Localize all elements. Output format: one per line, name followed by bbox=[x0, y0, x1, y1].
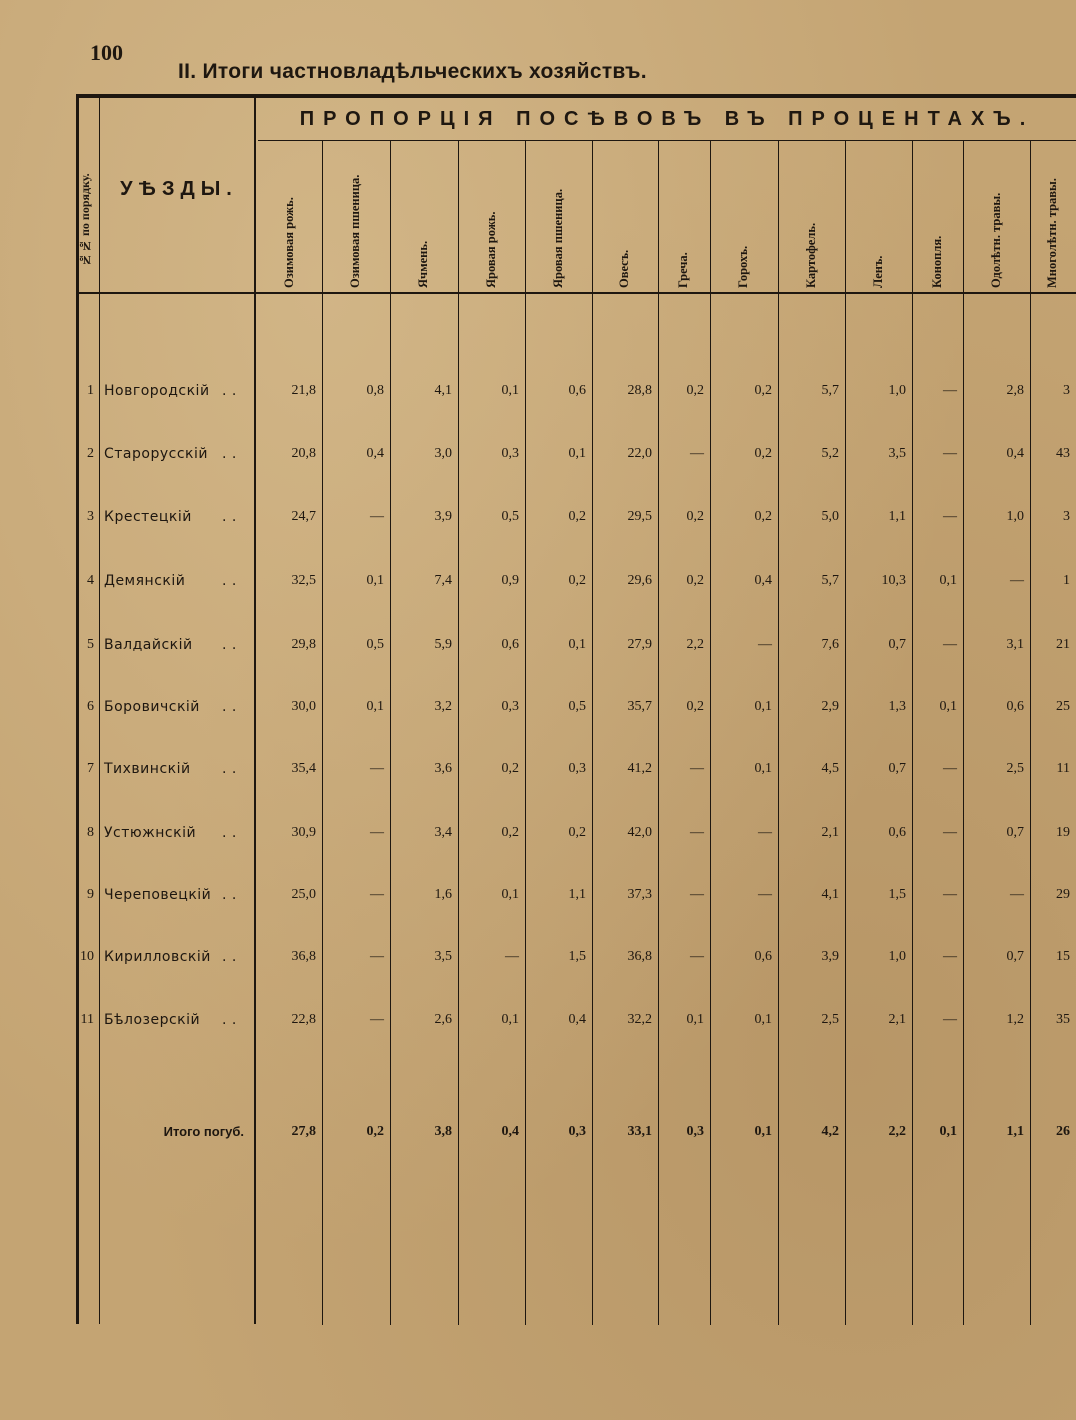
district-name: Боровичскій bbox=[104, 699, 200, 715]
table-cell: 35,7 bbox=[627, 699, 652, 714]
table-cell: 36,8 bbox=[627, 949, 652, 964]
table-cell: 0,2 bbox=[568, 573, 586, 588]
table-cell: 30,0 bbox=[291, 699, 316, 714]
crop-header: Конопля. bbox=[929, 235, 944, 288]
table-cell: — bbox=[943, 1012, 957, 1027]
crop-header: Ячмень. bbox=[416, 240, 430, 288]
table-cell: 3,4 bbox=[434, 825, 452, 840]
table-cell: 25 bbox=[1056, 699, 1070, 714]
table-cell: — bbox=[690, 949, 704, 964]
district-name: Валдайскій bbox=[104, 637, 193, 653]
table-cell: — bbox=[758, 825, 772, 840]
table-cell: 0,1 bbox=[939, 573, 957, 588]
table-cell: 2,8 bbox=[1006, 383, 1024, 398]
table-cell: 4,1 bbox=[434, 383, 452, 398]
table-cell: — bbox=[690, 887, 704, 902]
table-cell: 35,4 bbox=[291, 761, 316, 776]
district-name: Новгородскій bbox=[104, 383, 210, 399]
table-cell: 0,5 bbox=[568, 699, 586, 714]
group-header-rule bbox=[258, 140, 1076, 141]
table-cell: 5,2 bbox=[821, 446, 839, 461]
table-cell: 5,7 bbox=[821, 573, 839, 588]
row-number: 10 bbox=[80, 949, 94, 964]
table-cell: 7,6 bbox=[821, 637, 839, 652]
table-cell: 2,9 bbox=[821, 699, 839, 714]
table-cell: 21,8 bbox=[291, 383, 316, 398]
table-cell: 3,9 bbox=[821, 949, 839, 964]
total-cell: 3,8 bbox=[434, 1124, 452, 1139]
table-cell: 0,6 bbox=[754, 949, 772, 964]
table-cell: 0,1 bbox=[366, 699, 384, 714]
crop-column-rule bbox=[390, 140, 391, 1325]
table-cell: — bbox=[943, 949, 957, 964]
table-cell: 1,2 bbox=[1006, 1012, 1024, 1027]
total-cell: 33,1 bbox=[627, 1124, 652, 1139]
table-cell: 30,9 bbox=[291, 825, 316, 840]
number-column-rule bbox=[99, 94, 100, 1324]
table-cell: 0,3 bbox=[568, 761, 586, 776]
table-cell: 0,1 bbox=[686, 1012, 704, 1027]
leader-dots: . . bbox=[222, 383, 237, 399]
total-cell: 0,2 bbox=[366, 1124, 384, 1139]
crop-column-rule bbox=[322, 140, 323, 1325]
leader-dots: . . bbox=[222, 949, 237, 965]
table-cell: 15 bbox=[1056, 949, 1070, 964]
table-cell: 28,8 bbox=[627, 383, 652, 398]
row-number: 6 bbox=[87, 699, 94, 714]
leader-dots: . . bbox=[222, 1012, 237, 1028]
table-cell: — bbox=[690, 446, 704, 461]
table-cell: — bbox=[370, 761, 384, 776]
table-cell: 0,4 bbox=[754, 573, 772, 588]
table-cell: 1,0 bbox=[888, 383, 906, 398]
table-cell: — bbox=[1010, 573, 1024, 588]
table-cell: 0,7 bbox=[1006, 949, 1024, 964]
crop-column-rule bbox=[912, 140, 913, 1325]
table-cell: 0,7 bbox=[888, 761, 906, 776]
row-number: 2 bbox=[87, 446, 94, 461]
district-name: Тихвинскій bbox=[104, 761, 191, 777]
group-header-crop-proportion: ПРОПОРЦІЯ ПОСѢВОВЪ ВЪ ПРОЦЕНТАХЪ. bbox=[299, 108, 1035, 130]
crop-column-rule bbox=[592, 140, 593, 1325]
table-cell: 0,4 bbox=[366, 446, 384, 461]
table-cell: 0,1 bbox=[568, 446, 586, 461]
table-cell: 0,1 bbox=[568, 637, 586, 652]
crop-header: Греча. bbox=[676, 252, 690, 288]
table-cell: 41,2 bbox=[627, 761, 652, 776]
total-label: Итого погуб. bbox=[163, 1124, 244, 1139]
table-cell: — bbox=[690, 761, 704, 776]
table-cell: 0,2 bbox=[568, 509, 586, 524]
column-header-district: УѢЗДЫ. bbox=[120, 178, 238, 200]
table-cell: 11 bbox=[1056, 761, 1070, 776]
leader-dots: . . bbox=[222, 825, 237, 841]
leader-dots: . . bbox=[222, 761, 237, 777]
table-cell: 29,6 bbox=[627, 573, 652, 588]
table-cell: 3 bbox=[1063, 509, 1070, 524]
table-cell: 19 bbox=[1056, 825, 1070, 840]
table-cell: 4,1 bbox=[821, 887, 839, 902]
crop-header: Овесъ. bbox=[617, 249, 631, 288]
row-number: 7 bbox=[87, 761, 94, 776]
row-number: 8 bbox=[87, 825, 94, 840]
table-cell: 43 bbox=[1056, 446, 1070, 461]
table-cell: — bbox=[690, 825, 704, 840]
table-cell: — bbox=[943, 825, 957, 840]
table-cell: 1,0 bbox=[1006, 509, 1024, 524]
table-cell: 2,2 bbox=[686, 637, 704, 652]
table-cell: 3,0 bbox=[434, 446, 452, 461]
total-cell: 26 bbox=[1056, 1124, 1070, 1139]
table-cell: 2,1 bbox=[821, 825, 839, 840]
table-cell: 1,6 bbox=[434, 887, 452, 902]
table-cell: 0,2 bbox=[686, 699, 704, 714]
district-name: Череповецкій bbox=[104, 887, 212, 903]
table-cell: — bbox=[758, 887, 772, 902]
column-header-number: №№ по порядку. bbox=[78, 173, 92, 267]
table-cell: 24,7 bbox=[291, 509, 316, 524]
crop-header: Одолѣтн. травы. bbox=[988, 192, 1003, 288]
total-cell: 0,1 bbox=[754, 1124, 772, 1139]
district-name: Старорусскій bbox=[104, 446, 208, 462]
district-name: Устюжнскій bbox=[104, 825, 197, 841]
table-cell: 1 bbox=[1063, 573, 1070, 588]
row-number: 1 bbox=[87, 383, 94, 398]
table-cell: 5,9 bbox=[434, 637, 452, 652]
crop-column-rule bbox=[845, 140, 846, 1325]
table-cell: 0,2 bbox=[686, 573, 704, 588]
table-cell: 0,6 bbox=[568, 383, 586, 398]
table-cell: 27,9 bbox=[627, 637, 652, 652]
table-cell: — bbox=[370, 1012, 384, 1027]
table-cell: 37,3 bbox=[627, 887, 652, 902]
crop-column-rule bbox=[658, 140, 659, 1325]
leader-dots: . . bbox=[222, 887, 237, 903]
crop-header: Озимовая рожь. bbox=[282, 197, 296, 288]
total-cell: 0,3 bbox=[568, 1124, 586, 1139]
table-cell: 1,3 bbox=[888, 699, 906, 714]
table-cell: 0,1 bbox=[754, 699, 772, 714]
crop-header: Озимовая пшеница. bbox=[348, 174, 362, 288]
total-cell: 1,1 bbox=[1006, 1124, 1024, 1139]
total-cell: 27,8 bbox=[291, 1124, 316, 1139]
total-cell: 0,1 bbox=[939, 1124, 957, 1139]
table-cell: 0,1 bbox=[501, 383, 519, 398]
table-cell: 0,2 bbox=[754, 446, 772, 461]
table-cell: 0,8 bbox=[366, 383, 384, 398]
crop-header: Картофель. bbox=[803, 222, 818, 288]
table-cell: 22,0 bbox=[627, 446, 652, 461]
table-cell: — bbox=[943, 637, 957, 652]
table-cell: 2,5 bbox=[821, 1012, 839, 1027]
table-cell: 42,0 bbox=[627, 825, 652, 840]
total-cell: 0,4 bbox=[501, 1124, 519, 1139]
page-title: II. Итоги частновладѣльческихъ хозяйствъ. bbox=[178, 60, 647, 83]
table-cell: 0,5 bbox=[501, 509, 519, 524]
table-cell: 0,2 bbox=[754, 509, 772, 524]
table-cell: 1,5 bbox=[568, 949, 586, 964]
crop-header: Ленъ. bbox=[870, 255, 885, 288]
crop-column-rule bbox=[458, 140, 459, 1325]
crop-column-rule bbox=[525, 140, 526, 1325]
total-cell: 4,2 bbox=[821, 1124, 839, 1139]
table-cell: 32,5 bbox=[291, 573, 316, 588]
table-cell: — bbox=[1010, 887, 1024, 902]
table-cell: — bbox=[758, 637, 772, 652]
table-cell: 0,2 bbox=[686, 509, 704, 524]
table-cell: — bbox=[370, 949, 384, 964]
table-cell: — bbox=[370, 825, 384, 840]
table-cell: 1,1 bbox=[568, 887, 586, 902]
table-cell: — bbox=[370, 887, 384, 902]
leader-dots: . . bbox=[222, 699, 237, 715]
table-cell: 0,1 bbox=[754, 1012, 772, 1027]
table-cell: 25,0 bbox=[291, 887, 316, 902]
table-cell: 0,7 bbox=[1006, 825, 1024, 840]
table-cell: 0,1 bbox=[501, 1012, 519, 1027]
table-cell: 5,7 bbox=[821, 383, 839, 398]
table-cell: 0,2 bbox=[568, 825, 586, 840]
district-name: Кирилловскій bbox=[104, 949, 211, 965]
table-cell: — bbox=[943, 383, 957, 398]
crop-column-rule bbox=[778, 140, 779, 1325]
district-column-rule bbox=[254, 94, 256, 1324]
table-cell: 20,8 bbox=[291, 446, 316, 461]
crop-column-rule bbox=[710, 140, 711, 1325]
table-cell: — bbox=[943, 887, 957, 902]
table-cell: 0,2 bbox=[501, 761, 519, 776]
table-cell: 0,1 bbox=[366, 573, 384, 588]
table-cell: 0,2 bbox=[754, 383, 772, 398]
table-cell: 3,5 bbox=[888, 446, 906, 461]
table-cell: 36,8 bbox=[291, 949, 316, 964]
district-name: Бѣлозерскій bbox=[104, 1012, 201, 1028]
crop-header: Многолѣтн. травы. bbox=[1045, 178, 1059, 288]
table-cell: 3,1 bbox=[1006, 637, 1024, 652]
leader-dots: . . bbox=[222, 573, 237, 589]
table-cell: 0,2 bbox=[686, 383, 704, 398]
table-cell: 0,6 bbox=[1006, 699, 1024, 714]
table-cell: 29 bbox=[1056, 887, 1070, 902]
table-cell: 32,2 bbox=[627, 1012, 652, 1027]
table-cell: 21 bbox=[1056, 637, 1070, 652]
crop-header: Яровая пшеница. bbox=[550, 188, 565, 288]
table-cell: — bbox=[370, 509, 384, 524]
table-cell: 3,6 bbox=[434, 761, 452, 776]
table-cell: — bbox=[943, 446, 957, 461]
table-cell: 0,4 bbox=[568, 1012, 586, 1027]
table-cell: 5,0 bbox=[821, 509, 839, 524]
table-cell: 0,6 bbox=[888, 825, 906, 840]
table-cell: 0,1 bbox=[501, 887, 519, 902]
row-number: 9 bbox=[87, 887, 94, 902]
table-cell: 0,1 bbox=[939, 699, 957, 714]
table-cell: 29,8 bbox=[291, 637, 316, 652]
leader-dots: . . bbox=[222, 509, 237, 525]
table-cell: — bbox=[505, 949, 519, 964]
header-bottom-rule bbox=[76, 292, 1076, 294]
table-cell: 7,4 bbox=[434, 573, 452, 588]
table-cell: 1,0 bbox=[888, 949, 906, 964]
table-cell: 0,3 bbox=[501, 699, 519, 714]
table-cell: 0,5 bbox=[366, 637, 384, 652]
table-cell: 3,9 bbox=[434, 509, 452, 524]
table-cell: 3 bbox=[1063, 383, 1070, 398]
table-cell: 3,5 bbox=[434, 949, 452, 964]
leader-dots: . . bbox=[222, 446, 237, 462]
table-cell: 2,1 bbox=[888, 1012, 906, 1027]
district-name: Демянскій bbox=[104, 573, 186, 589]
leader-dots: . . bbox=[222, 637, 237, 653]
table-cell: 0,3 bbox=[501, 446, 519, 461]
table-cell: 3,2 bbox=[434, 699, 452, 714]
table-cell: 0,9 bbox=[501, 573, 519, 588]
table-cell: — bbox=[943, 509, 957, 524]
crop-header: Горохъ. bbox=[736, 245, 750, 288]
table-cell: 22,8 bbox=[291, 1012, 316, 1027]
table-cell: 0,6 bbox=[501, 637, 519, 652]
table-cell: 35 bbox=[1056, 1012, 1070, 1027]
district-name: Крестецкій bbox=[104, 509, 192, 525]
crop-column-rule bbox=[963, 140, 964, 1325]
row-number: 4 bbox=[87, 573, 94, 588]
row-number: 11 bbox=[80, 1012, 94, 1027]
page-number: 100 bbox=[90, 40, 123, 65]
table-cell: 0,7 bbox=[888, 637, 906, 652]
row-number: 5 bbox=[87, 637, 94, 652]
crop-column-rule bbox=[1030, 140, 1031, 1325]
table-cell: 2,6 bbox=[434, 1012, 452, 1027]
total-cell: 2,2 bbox=[888, 1124, 906, 1139]
table-cell: 29,5 bbox=[627, 509, 652, 524]
table-cell: 2,5 bbox=[1006, 761, 1024, 776]
table-cell: 1,5 bbox=[888, 887, 906, 902]
total-cell: 0,3 bbox=[686, 1124, 704, 1139]
table-cell: 10,3 bbox=[881, 573, 906, 588]
table-top-rule-inner bbox=[76, 97, 1076, 98]
table-cell: 0,2 bbox=[501, 825, 519, 840]
table-cell: 0,4 bbox=[1006, 446, 1024, 461]
table-cell: 4,5 bbox=[821, 761, 839, 776]
table-cell: 0,1 bbox=[754, 761, 772, 776]
table-cell: — bbox=[943, 761, 957, 776]
row-number: 3 bbox=[87, 509, 94, 524]
crop-header: Яровая рожь. bbox=[483, 211, 498, 288]
table-cell: 1,1 bbox=[888, 509, 906, 524]
